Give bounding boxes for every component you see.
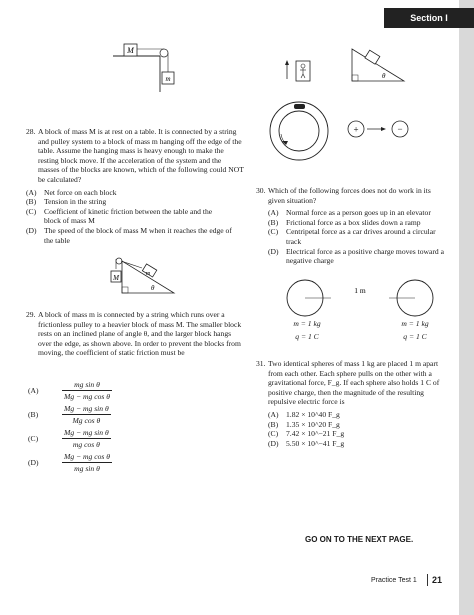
charge-right-label: q = 1 C bbox=[403, 331, 427, 341]
question-28 bbox=[26, 127, 244, 245]
sphere-left-labels bbox=[287, 319, 327, 341]
question-text: Two identical spheres of mass 1 kg are placed 1 m apart from each other. Each sphere pulls on the other with a gravitational force, F_g. If each sphere also holds 1 C of positive charge, then the magnitude of the resulting repulsive electric force is bbox=[268, 359, 440, 407]
numerator: Mg − mg sin θ bbox=[64, 427, 109, 437]
option-text: Frictional force as a box slides down a ramp bbox=[286, 217, 421, 227]
charges-diagram bbox=[344, 118, 414, 142]
option-text: Centripetal force as a car drives around a circular track bbox=[286, 227, 436, 246]
go-on-notice: GO ON TO THE NEXT PAGE. bbox=[305, 535, 414, 544]
option-b[interactable] bbox=[268, 420, 446, 430]
option-c[interactable] bbox=[268, 227, 446, 246]
numerator: Mg − mg sin θ bbox=[64, 403, 109, 413]
denominator: Mg − mg cos θ bbox=[64, 391, 110, 401]
incline-block-M-label: M bbox=[113, 274, 119, 282]
section-tab bbox=[384, 8, 474, 28]
option-text: Tension in the string bbox=[44, 197, 107, 207]
option-b[interactable] bbox=[28, 401, 111, 427]
option-d[interactable] bbox=[268, 439, 446, 449]
option-label: (A) bbox=[268, 208, 279, 218]
ramp-box-diagram bbox=[348, 45, 408, 85]
question-text: Which of the following forces does not do work in its given situation? bbox=[268, 186, 431, 205]
incline-pulley-diagram bbox=[108, 255, 178, 297]
option-label: (B) bbox=[268, 419, 279, 429]
option-fraction bbox=[62, 380, 112, 401]
option-label: (D) bbox=[28, 457, 39, 467]
option-b[interactable] bbox=[26, 197, 244, 207]
option-text: Normal force as a person goes up in an elevator bbox=[286, 208, 431, 218]
option-label: (B) bbox=[268, 217, 279, 227]
option-label: (A) bbox=[268, 409, 279, 419]
option-a[interactable] bbox=[28, 377, 112, 403]
question-number: 30. bbox=[256, 186, 266, 195]
mass-left-label: m = 1 kg bbox=[293, 319, 321, 328]
option-fraction bbox=[62, 404, 111, 425]
denominator: mg sin θ bbox=[74, 463, 100, 473]
option-a[interactable] bbox=[268, 410, 446, 420]
option-text: Coefficient of kinetic friction between the table and the block of mass M bbox=[44, 206, 213, 226]
option-c[interactable] bbox=[26, 207, 244, 226]
incline-angle-label: θ bbox=[151, 284, 155, 292]
option-label: (B) bbox=[26, 197, 37, 207]
question-number: 31. bbox=[256, 359, 266, 368]
test-name: Practice Test 1 bbox=[371, 577, 417, 584]
option-text: 1.35 × 10^20 F_g bbox=[286, 419, 340, 429]
numerator: Mg − mg cos θ bbox=[64, 451, 110, 461]
question-text: A block of mass m is connected by a string which runs over a frictionless pulley to a heavier block of mass M. The smaller block rests on an inclined plane of angle θ, and the larger block hangs over the edge, as shown above. In order to prevent the blocks from moving, the coefficient of static friction must be bbox=[38, 310, 242, 358]
page-number: 21 bbox=[432, 575, 443, 585]
option-label: (A) bbox=[26, 187, 37, 197]
question-30 bbox=[256, 186, 446, 266]
option-c[interactable] bbox=[268, 429, 446, 439]
question-number: 29. bbox=[26, 310, 36, 319]
circular-track-diagram bbox=[268, 100, 330, 162]
option-d[interactable] bbox=[28, 449, 112, 475]
spheres-diagram bbox=[285, 278, 435, 318]
question-28-stem bbox=[26, 127, 244, 185]
option-a[interactable] bbox=[268, 208, 446, 218]
question-number: 28. bbox=[26, 127, 36, 136]
question-30-stem bbox=[256, 186, 446, 205]
positive-charge-label: + bbox=[353, 124, 359, 135]
denominator: mg cos θ bbox=[72, 439, 100, 449]
option-label: (D) bbox=[268, 438, 279, 448]
question-text: A block of mass M is at rest on a table. It is connected by a string and pulley system to a block of mass m hanging off the edge of the table. Assume the hanging mass is heavy enough to make the resting block move. If the acceleration of the system and the masses of the blocks are known, which of the following could NOT be calculated? bbox=[38, 127, 244, 184]
footer-divider bbox=[427, 574, 428, 586]
option-text: The speed of the block of mass M when it reaches the edge of the table bbox=[44, 225, 232, 245]
pulley-diagram bbox=[108, 40, 198, 95]
option-d[interactable] bbox=[268, 247, 446, 266]
option-label: (C) bbox=[268, 429, 279, 439]
block-m-label: m bbox=[165, 75, 171, 83]
option-a[interactable] bbox=[26, 188, 244, 198]
section-label: Section I bbox=[410, 13, 448, 23]
denominator: Mg cos θ bbox=[72, 415, 101, 425]
block-M-label: M bbox=[127, 46, 134, 55]
option-label: (C) bbox=[268, 227, 279, 237]
option-label: (A) bbox=[28, 385, 39, 395]
option-label: (D) bbox=[268, 246, 279, 256]
option-text: Net force on each block bbox=[44, 187, 117, 197]
option-text: 5.50 × 10^−41 F_g bbox=[286, 438, 345, 448]
option-text: Electrical force as a positive charge moves toward a negative charge bbox=[286, 246, 444, 266]
negative-charge-label: − bbox=[397, 124, 403, 134]
ramp-angle-label: θ bbox=[382, 72, 386, 80]
distance-label: 1 m bbox=[354, 286, 366, 295]
question-31 bbox=[256, 359, 446, 448]
option-label: (C) bbox=[28, 433, 39, 443]
question-29-stem bbox=[26, 310, 244, 358]
option-label: (C) bbox=[26, 206, 37, 216]
numerator: mg sin θ bbox=[62, 380, 112, 391]
option-text: 7.42 × 10^−21 F_g bbox=[286, 429, 345, 439]
question-29 bbox=[26, 310, 244, 358]
incline-block-m-label: m bbox=[145, 271, 151, 277]
page-side-strip bbox=[459, 0, 474, 615]
option-label: (D) bbox=[26, 225, 37, 235]
option-d[interactable] bbox=[26, 226, 244, 245]
question-31-stem bbox=[256, 359, 446, 407]
option-fraction bbox=[62, 428, 111, 449]
charge-left-label: q = 1 C bbox=[295, 331, 319, 341]
sphere-right-labels bbox=[395, 319, 435, 341]
elevator-diagram bbox=[282, 57, 320, 87]
option-label: (B) bbox=[28, 409, 39, 419]
option-fraction bbox=[62, 452, 112, 473]
option-text: 1.82 × 10^40 F_g bbox=[286, 409, 340, 419]
option-b[interactable] bbox=[268, 218, 446, 228]
mass-right-label: m = 1 kg bbox=[401, 319, 429, 328]
option-c[interactable] bbox=[28, 425, 111, 451]
